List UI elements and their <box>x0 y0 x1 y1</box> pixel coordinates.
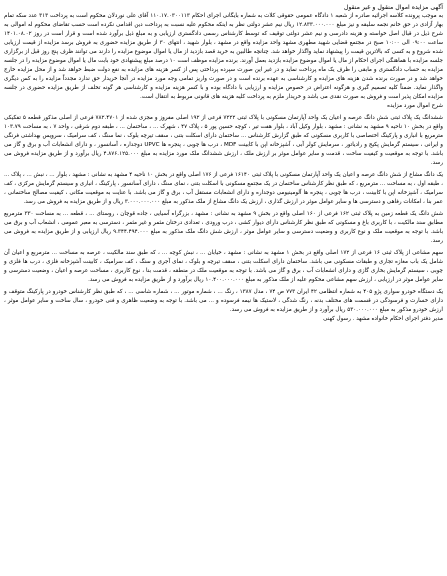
notice-intro: به موجب پرونده کلاسه اجرائیه صادره از شعبه ۱ دادگاه عمومی حقوقی کلات به شماره بایگانی اجرای احکام ۱۱۰.۱۷.۰۳۰۰۱۱۳ آقای علی نوردلان محکوم است به پرداخت ۳۱۳ عدد سکه تمام بهار آزادی در حق خانم نجمه سلیقه و نیز مبلغ ۱۲.۸۳۳.۰۰۰.۰۰۰ ریال نیم عشر دولتی نظر به اینکه محکوم علیه نسبت به پرداخت دین اقدامی نکرده است حسب تقاضای محکوم له اموالی به شرح ذیل در قبال اصل خواسته و هزینه دادرسی و نیم عشر دولتی توقیف که توسط کارشناس رسمی دادگستری ارزیابی و به مبلغ ذیل برآورد شده است و قرار است در روز ۱۴۰۱.۰۸.۰۲ ساعت ۰۹:۰۰ الی ۱۰:۰۰ صبح در مجتمع قضایی شهید مطهری مشهد واحد مزایده واقع در مشهد ، بلوار شهید ، انتهای ۳۰ از طریق مزایده حضوری به فروش برسد مزایده از قیمت ارزیابی شده شروع و به کسی که بالاترین قیمت را پیشنهاد نماید واگذار خواهد شد. چنانچه طالبین به خرید قصد بازدید از مال یا اموال موضوع مزایده را دارند می توانند ظرف پنج روز قبل از برگزاری جلسه مزایده با هماهنگی اجرای احکام از مال یا اموال موضوع مزایده بازدید بعمل آورند. برنده مزایده موظف است ۱۰ درصد مبلغ پیشنهادی خود بابت مال یا اموال موضوع مزایده را در جلسه مزایده به حساب دادگستری و مابقی را ظرف یک ماه پرداخت نماید و در غیر این صورت سپرده پرداختی پس از کسر هزینه های مزایده به نفع دولت ضبط خواهد شد و از محل مزایده خارج خواهد شد و در صورت برنده شدن هزینه های مزایده و کارشناسی به عهده برنده است و در صورت واریز تمامی وجه مورد مزایده در آنجا خریدار حق ندارد مجدداً مزایده را به کس دیگری واگذار نماید. ضمناً کلیه تصمیم گیری و هرگونه اعتراض در خصوص مزایده و ارزیابی با دادگاه بوده و با کسر هزینه مزایده و کارشناسی هر گونه تخلف از طریق مزایده حضوری در جلسه مزایده امکان پذیر است و فروش به صورت نقدی می باشد و خریدار ملزم به پرداخت کلیه هزینه های قانونی مربوط به انتقال است. <box>4 13 444 100</box>
item-5: یک دستگاه خودرو سواری پژو ۴۰۵ به شماره انتظامی ۴۲ ایران ۷۷۳ ص ۷۴ ، مدل ۱۳۸۷ ، رنگ ... ، شماره موتور ... ، شماره شاسی ... ، که طبق نظر کارشناس خودرو در پارکینگ متوقف و دارای خسارت و فرسودگی در قسمت های مختلف بدنه ، رنگ شدگی ، لاستیک ها نیمه فرسوده و ... می باشد. با توجه به وضعیت ظاهری و فنی خودرو ، سال ساخت و سایر عوامل موثر ، ارزش خودرو مذکور به مبلغ ۵۳۰.۰۰۰.۰۰۰ ریال برآورد و از طریق مزایده به فروش می رسد. <box>4 289 443 313</box>
item-2: یک دانگ مشاع از شش دانگ عرصه و اعیان یک واحد آپارتمان مسکونی با پلاک ثبتی ۱۶۱۴۰ فرعی از ۱۷۶ اصلی واقع در بخش ۱۰ ناحیه ۴ مشهد به نشانی : مشهد ، بلوار ... ، نبش ... ، پلاک ... ، طبقه اول ، به مساحت ... مترمربع ، که طبق نظر کارشناس ساختمان در یک مجتمع مسکونی با اسکلت بتنی ، نمای سنگ ، دارای آسانسور ، پارکینگ ، انباری و سیستم گرمایش مرکزی ، کف سرامیک ، آشپزخانه اپن با کابینت ، درب ها چوبی ، پنجره ها آلومینیومی دوجداره و دارای انشعابات مستقل آب ، برق و گاز می باشد. با عنایت به موقعیت مکانی ، کیفیت مصالح ساختمانی ، عمر بنا ، امکانات رفاهی و دسترسی ها و سایر عوامل موثر در ارزش گذاری ، ارزش یک دانگ مشاع از ملک مذکور به مبلغ ۳.۰۰۰.۰۰۰.۰۰۰ ریال و از طریق مزایده به فروش می رسد. <box>4 172 444 205</box>
item-4: سهم مشاعی از پلاک ثبتی ۱۶ فرعی از ۱۷۲ اصلی واقع در بخش ۱ مشهد به نشانی : مشهد ، خیابان ... ، نبش کوچه ... ، که طبق سند مالکیت ، عرصه به مساحت ... مترمربع و اعیان آن شامل یک باب مغازه تجاری و طبقات مسکونی می باشد. ساختمان دارای اسکلت بتنی ، سقف تیرچه و بلوک ، نمای آجری و سنگ ، کف سرامیک ، کابینت آشپزخانه فلزی ، درب ها فلزی و چوبی ، سیستم گرمایش بخاری گازی و دارای انشعابات آب ، برق و گاز می باشد. با توجه به موقعیت ملک در منطقه ، قدمت بنا ، نوع کاربری ، مساحت عرصه و اعیان ، وضعیت دسترسی و سایر عوامل موثر در ارزیابی ، ارزش سهم مشاعی محکوم علیه از ملک مذکور به مبلغ ۱۰.۴۰۰.۰۰۰.۰۰۰ ریال برآورد و از طریق مزایده به فروش می رسد. <box>4 250 444 283</box>
notice-title: آگهی مزایده اموال منقول و غیر منقول <box>343 4 443 11</box>
item-3: شش دانگ یک قطعه زمین به پلاک ثبتی ۱۶۲ فرعی از ۱۶۰ اصلی واقع در بخش ۹ مشهد به نشانی : مشهد ، بزرگراه آسیایی ، جاده قوچان ، روستای ... ، قطعه ... به مساحت ۳۳۰ مترمربع مطابق سند مالکیت ، با کاربری باغ و مسکونی که طبق نظر کارشناس دارای دیوار کشی ، درب ورودی ، تعدادی درختان مثمر و غیر مثمر ، دسترسی به معبر عمومی ، انشعاب آب و برق می باشد. با توجه به موقعیت ملک و نوع کاربری و وضعیت دسترسی و سایر عوامل موثر ، ارزش شش دانگ ملک مذکور به مبلغ ۹.۳۴۴.۴۹۴.۰۰۰ ریال ارزیابی و از طریق مزایده به فروش می رسد. <box>4 211 444 244</box>
details-label: شرح اموال مورد مزایده <box>387 103 443 109</box>
item-1: ششدانگ یک پلاک ثبتی شش دانگ عرصه و اعیان یک واحد آپارتمان مسکونی با پلاک ثبتی ۷۲۲۲ فرعی از ۱۹۲ اصلی مفروز و مجزی شده از ۷۸۲.۴۷۰۱ فرعی از اصلی مذکور قطعه ۵ تفکیکی واقع در بخش ۱۰ ناحیه ۹ مشهد به نشانی : مشهد ، بلوار وکیل آباد ، بلوار هفت تیر ، کوچه حسین پور ۵ ، پلاک ۴۷ ، شهرک ... ، ساختمان ... ، طبقه دوم شرقی ، واحد ۷ ، به مساحت ۱۰۳.۷۹ مترمربع با انباری و پارکینگ اختصاصی با کاربری مسکونی که طبق گزارش کارشناس ... ساختمان دارای اسکلت بتنی ، سقف تیرچه بلوک ، نما سنگ ، کف سرامیک ، سرویس بهداشتی فرنگی و ایرانی ، سیستم گرمایش پکیج و رادیاتور ، سرمایش کولر آبی ، آشپزخانه اپن با کابینت MDF ، درب ها چوبی ، پنجره ها UPVC دوجداره ، آسانسور ، و دارای انشعابات آب و برق و گاز می باشد. با توجه به موقعیت و کیفیت ساخت ، قدمت و سایر عوامل موثر بر ارزش ملک ، ارزش ششدانگ ملک مورد مزایده به مبلغ ۴.۸۷۶.۱۲۵.۰۰۰ ریال برآورد و از طریق مزایده فروش می رسد. <box>4 115 443 166</box>
notice-footer: مدیر دفتر اجرای احکام خانواده مشهد . رسول کهنی <box>323 316 443 322</box>
